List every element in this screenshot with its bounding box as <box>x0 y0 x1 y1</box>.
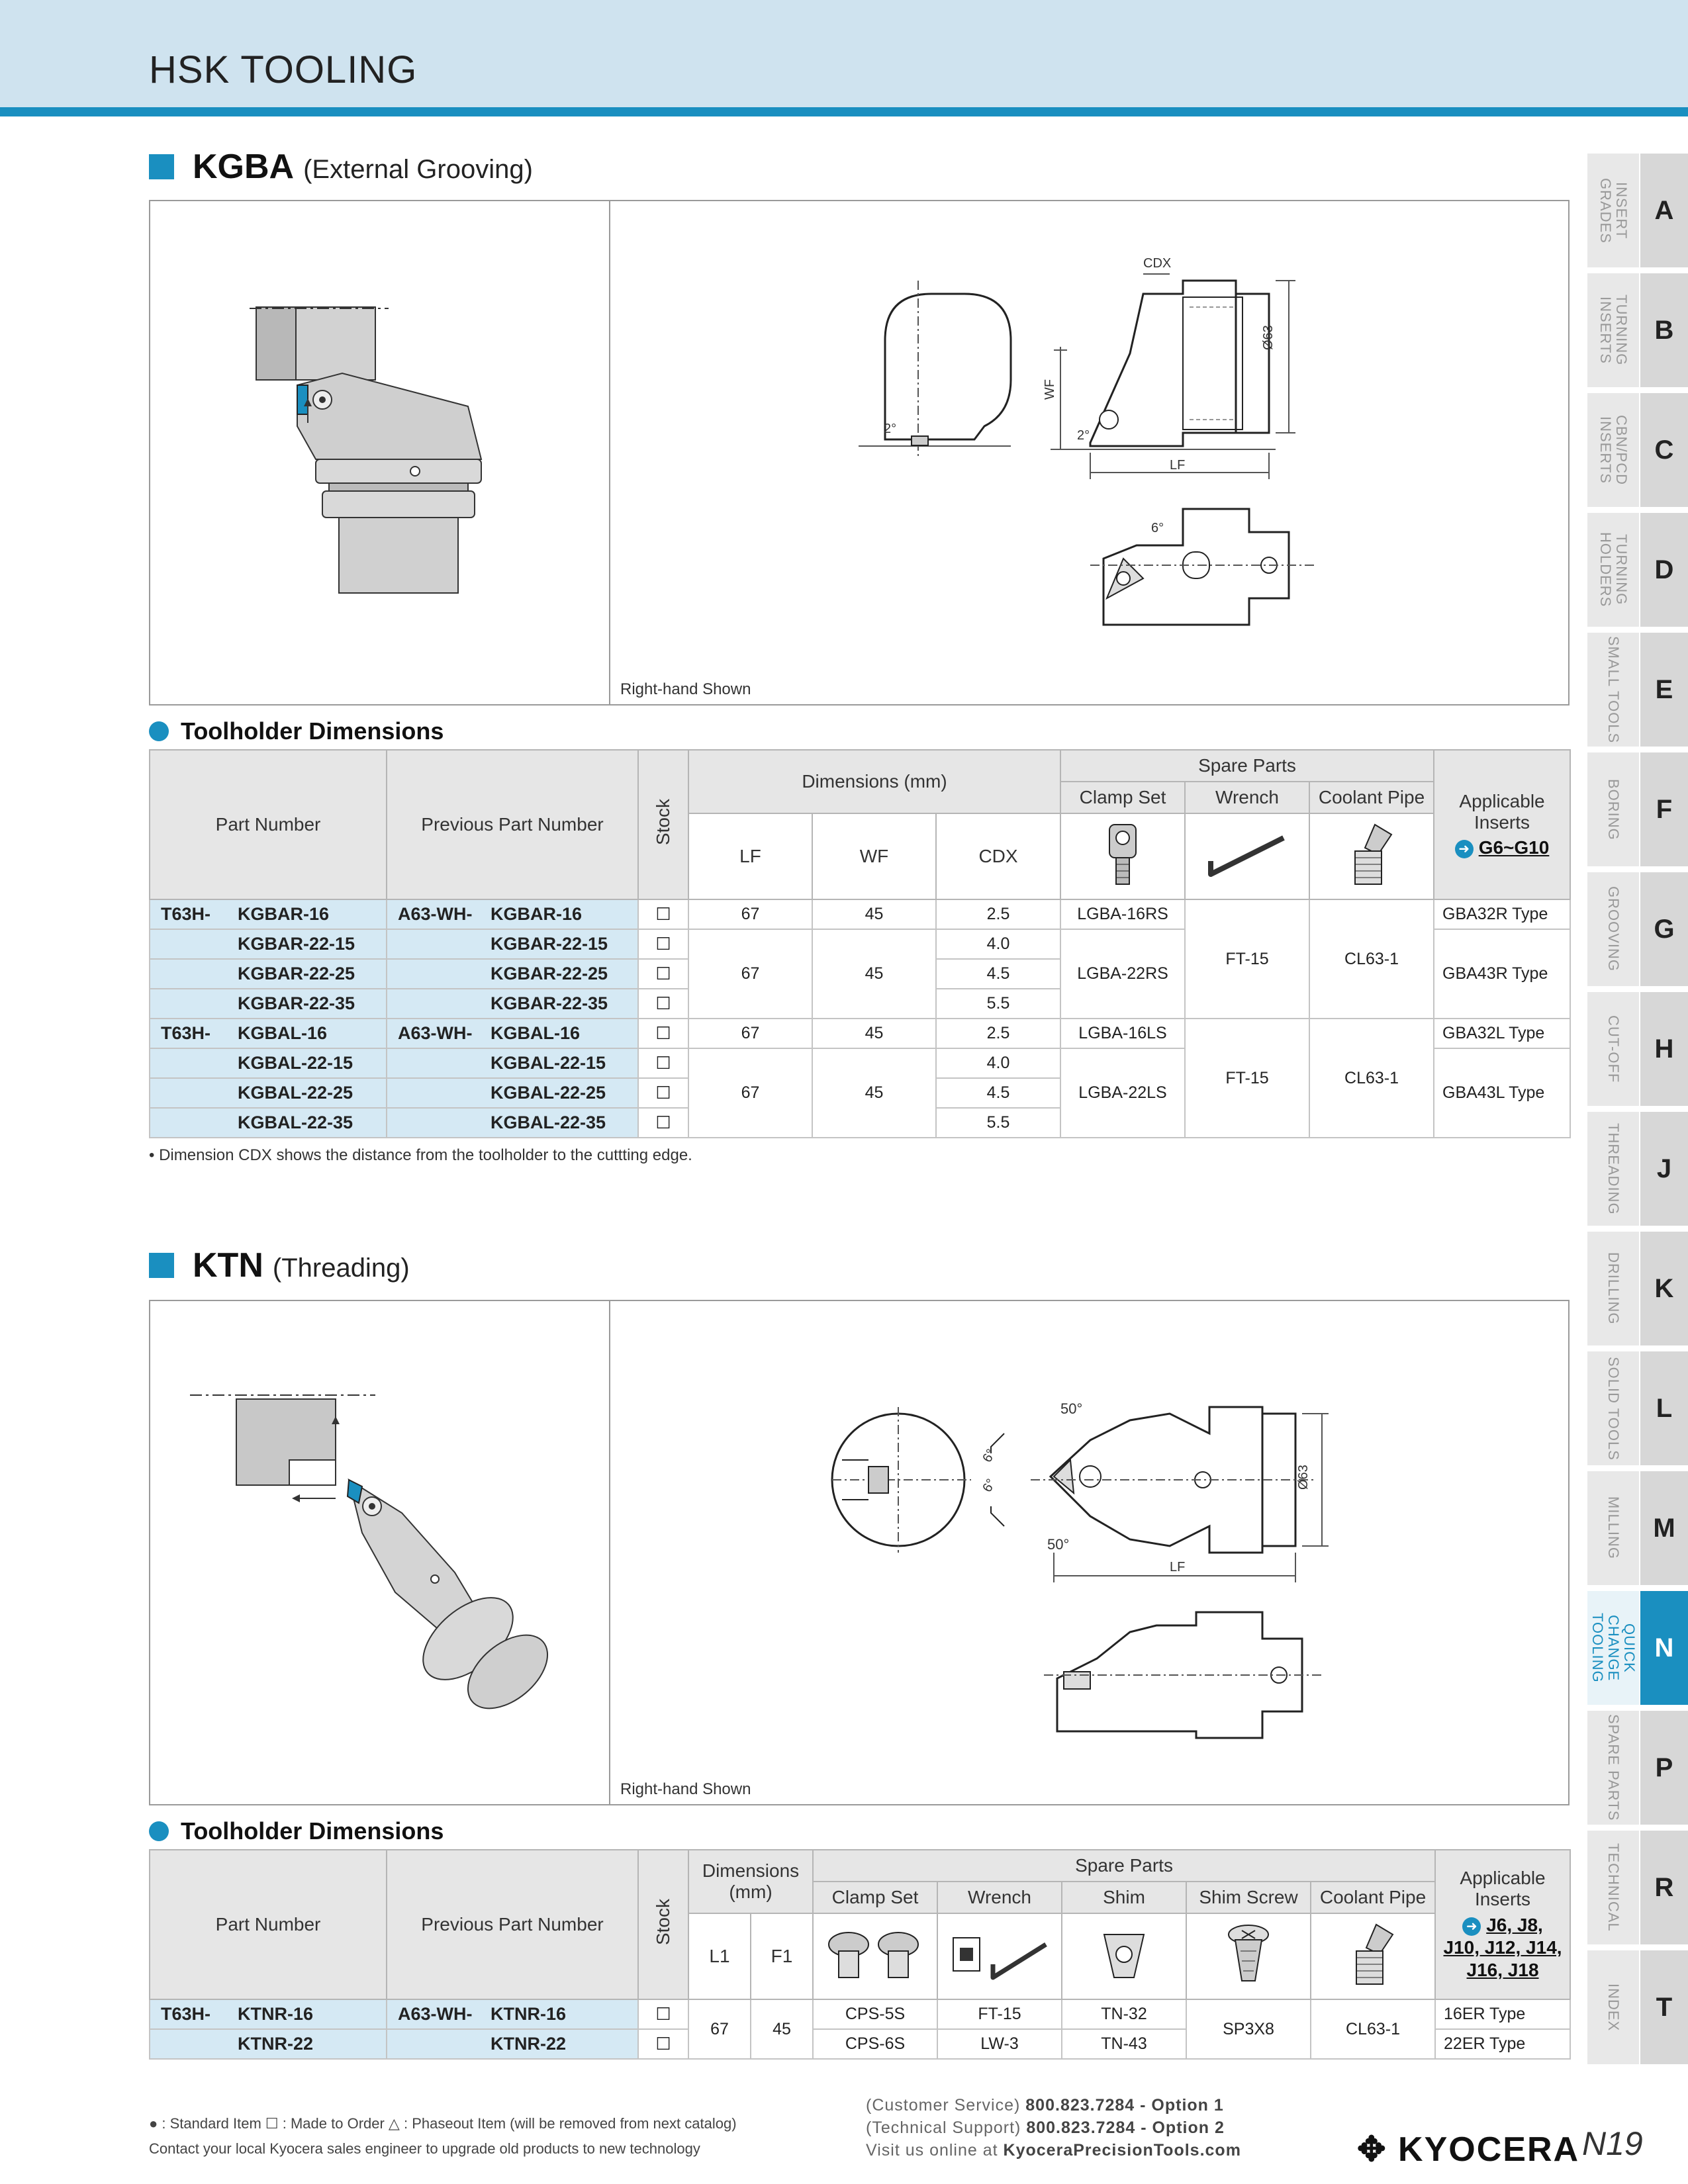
tab-d[interactable] <box>1587 513 1688 627</box>
tab-label: CUT-OFF <box>1587 992 1639 1106</box>
ktn-section-heading <box>149 1246 410 1285</box>
kgba-product-image <box>256 307 534 598</box>
tab-label: SPARE PARTS <box>1587 1711 1639 1825</box>
table-row: KTNR-22 KTNR-22 ☐ CPS-6S LW-3 TN-43 22ER Type <box>150 2029 1570 2059</box>
angle-label: 2° <box>884 422 897 436</box>
tab-label: CBN/PCD INSERTS <box>1587 393 1639 507</box>
angle-label: 6° <box>1151 521 1164 535</box>
tab-letter: L <box>1640 1351 1688 1465</box>
section-marker-icon <box>149 154 174 179</box>
table-row: KGBAL-22-35 KGBAL-22-35 ☐ 5.5 <box>150 1108 1570 1138</box>
col-header-shim: Shim <box>1062 1882 1186 1913</box>
ktn-product-image <box>177 1387 587 1705</box>
col-header-applicable-inserts: Applicable Inserts ➜ G6~G10 <box>1434 750 1570 899</box>
kgba-figure-box <box>149 200 1570 705</box>
tab-letter: M <box>1640 1471 1688 1585</box>
lf-label: LF <box>1170 458 1186 473</box>
tab-letter: D <box>1640 513 1688 627</box>
section-marker-icon <box>149 1253 174 1278</box>
tab-e[interactable] <box>1587 633 1688 747</box>
tab-label: DRILLING <box>1587 1232 1639 1345</box>
col-header-coolant-pipe: Coolant Pipe <box>1309 782 1434 813</box>
section-code: KGBA <box>193 148 295 186</box>
stock-legend: ● : Standard Item ☐ : Made to Order △ : Phaseout Item (will be removed from next catalog) <box>149 2115 737 2132</box>
lf-label: LF <box>1170 1560 1186 1574</box>
col-header-part-number: Part Number <box>150 750 387 899</box>
tab-letter: E <box>1640 633 1688 747</box>
col-header-shim-screw: Shim Screw <box>1186 1882 1311 1913</box>
shim-icon <box>1062 1913 1186 1999</box>
col-header-dimensions: Dimensions (mm) <box>688 1850 813 1913</box>
tab-a[interactable] <box>1587 154 1688 267</box>
technical-support-phone[interactable]: 800.823.7284 - Option 2 <box>1026 2118 1225 2137</box>
kgba-section-heading <box>149 147 533 187</box>
tab-n[interactable] <box>1587 1591 1688 1705</box>
tab-label: TECHNICAL <box>1587 1831 1639 1944</box>
wf-label: WF <box>1043 379 1057 400</box>
section-code: KTN <box>193 1246 263 1285</box>
tab-g[interactable] <box>1587 872 1688 986</box>
col-header-clamp-set: Clamp Set <box>1060 782 1185 813</box>
col-header-applicable-inserts: Applicable Inserts ➜ J6, J8, J10, J12, J14, J16, J18 <box>1435 1850 1570 1999</box>
tab-m[interactable] <box>1587 1471 1688 1585</box>
tab-letter: A <box>1640 154 1688 267</box>
tab-label: TURNING INSERTS <box>1587 273 1639 387</box>
inserts-link[interactable]: J6, J8, J10, J12, J14, J16, J18 <box>1443 1915 1562 1980</box>
ktn-dimensions-table <box>149 1849 1571 2060</box>
col-header-f1: F1 <box>751 1913 813 1999</box>
tab-label: INDEX <box>1587 1950 1639 2064</box>
tab-label: QUICK CHANGE TOOLING <box>1587 1591 1639 1705</box>
tab-letter: F <box>1640 752 1688 866</box>
table-row: KGBAL-22-15 KGBAL-22-15 ☐ 67 45 4.0 LGBA-22LS GBA43L Type <box>150 1048 1570 1078</box>
page-title: HSK TOOLING <box>149 48 418 91</box>
col-header-stock: Stock <box>638 750 688 899</box>
col-header-previous-part-number: Previous Part Number <box>387 1850 638 1999</box>
wrench-icon <box>937 1913 1062 1999</box>
tab-j[interactable] <box>1587 1112 1688 1226</box>
tab-label: BORING <box>1587 752 1639 866</box>
section-description: (External Grooving) <box>303 155 533 184</box>
tab-label: SOLID TOOLS <box>1587 1351 1639 1465</box>
col-header-wrench: Wrench <box>937 1882 1062 1913</box>
kgba-dimensions-table <box>149 749 1571 1138</box>
coolant-pipe-icon <box>1309 813 1434 899</box>
inserts-link[interactable]: G6~G10 <box>1478 837 1550 858</box>
tab-r[interactable] <box>1587 1831 1688 1944</box>
bullet-icon <box>149 1821 169 1841</box>
angle-label: 50° <box>1060 1400 1083 1417</box>
tab-letter: B <box>1640 273 1688 387</box>
diameter-label: Ø63 <box>1296 1465 1311 1490</box>
tab-letter: J <box>1640 1112 1688 1226</box>
col-header-previous-part-number: Previous Part Number <box>387 750 638 899</box>
col-header-coolant-pipe: Coolant Pipe <box>1311 1882 1435 1913</box>
wrench-icon <box>1185 813 1309 899</box>
coolant-pipe-icon <box>1311 1913 1435 1999</box>
tab-letter: H <box>1640 992 1688 1106</box>
col-header-cdx: CDX <box>936 813 1060 899</box>
contact-note: Contact your local Kyocera sales engineer to upgrade old products to new technology <box>149 2140 700 2157</box>
tab-label: THREADING <box>1587 1112 1639 1226</box>
col-header-wf: WF <box>812 813 936 899</box>
kgba-toolholder-dimensions-heading: Toolholder Dimensions <box>149 717 444 745</box>
cdx-label: CDX <box>1143 256 1172 271</box>
col-header-clamp-set: Clamp Set <box>813 1882 937 1913</box>
clamp-set-icon <box>813 1913 937 1999</box>
tab-letter: P <box>1640 1711 1688 1825</box>
angle-label: 6° <box>980 1446 999 1465</box>
col-header-dimensions: Dimensions (mm) <box>688 750 1060 813</box>
tab-label: TURNING HOLDERS <box>1587 513 1639 627</box>
col-header-lf: LF <box>688 813 812 899</box>
table-row: KGBAR-22-15 KGBAR-22-15 ☐ 67 45 4.0 LGBA-22RS GBA43R Type <box>150 929 1570 959</box>
table-row: KGBAL-22-25 KGBAL-22-25 ☐ 4.5 <box>150 1078 1570 1108</box>
arrow-right-icon: ➜ <box>1455 840 1474 858</box>
tab-label: INSERT GRADES <box>1587 154 1639 267</box>
angle-label: 2° <box>1077 428 1090 443</box>
bullet-icon <box>149 721 169 741</box>
tab-label: GROOVING <box>1587 872 1639 986</box>
clamp-set-icon <box>1060 813 1185 899</box>
ktn-technical-drawing <box>812 1367 1487 1791</box>
tab-label: MILLING <box>1587 1471 1639 1585</box>
col-header-l1: L1 <box>688 1913 751 1999</box>
page-number: N19 <box>1582 2125 1643 2162</box>
cdx-footnote: • Dimension CDX shows the distance from the toolholder to the cuttting edge. <box>149 1146 692 1164</box>
tab-letter: K <box>1640 1232 1688 1345</box>
figure-caption: Right-hand Shown <box>620 1780 751 1798</box>
tab-label: SMALL TOOLS <box>1587 633 1639 747</box>
table-row: T63H- KGBAL-16 A63-WH- KGBAL-16 ☐ 67 45 2.5 LGBA-16LS FT-15 CL63-1 GBA32L Type <box>150 1019 1570 1048</box>
shim-screw-icon <box>1186 1913 1311 1999</box>
col-header-spare-parts: Spare Parts <box>1060 750 1434 782</box>
tab-l[interactable] <box>1587 1351 1688 1465</box>
col-header-part-number: Part Number <box>150 1850 387 1999</box>
tab-letter: T <box>1640 1950 1688 2064</box>
tab-f[interactable] <box>1587 752 1688 866</box>
tab-c[interactable] <box>1587 393 1688 507</box>
col-header-wrench: Wrench <box>1185 782 1309 813</box>
ktn-toolholder-dimensions-heading: Toolholder Dimensions <box>149 1817 444 1845</box>
kyocera-logo: ✥ KYOCERA <box>1357 2130 1580 2169</box>
angle-label: 50° <box>1047 1536 1070 1553</box>
table-row: T63H- KTNR-16 A63-WH- KTNR-16 ☐ 67 45 CPS-5S FT-15 TN-32 SP3X8 CL63-1 16ER Type <box>150 1999 1570 2029</box>
col-header-stock: Stock <box>638 1850 688 1999</box>
tab-letter: C <box>1640 393 1688 507</box>
tab-letter: N <box>1640 1591 1688 1705</box>
tab-t[interactable] <box>1587 1950 1688 2064</box>
tab-letter: R <box>1640 1831 1688 1944</box>
tab-p[interactable] <box>1587 1711 1688 1825</box>
col-header-spare-parts: Spare Parts <box>813 1850 1435 1882</box>
figure-caption: Right-hand Shown <box>620 680 751 698</box>
tab-k[interactable] <box>1587 1232 1688 1345</box>
ktn-figure-box <box>149 1300 1570 1805</box>
kgba-technical-drawing <box>812 256 1487 691</box>
arrow-right-icon: ➜ <box>1462 1917 1481 1936</box>
tab-b[interactable] <box>1587 273 1688 387</box>
tab-letter: G <box>1640 872 1688 986</box>
tab-h[interactable] <box>1587 992 1688 1106</box>
section-description: (Threading) <box>272 1253 410 1283</box>
angle-label: 6° <box>980 1476 999 1495</box>
website-link[interactable]: KyoceraPrecisionTools.com <box>1003 2141 1241 2160</box>
table-row: KGBAR-22-35 KGBAR-22-35 ☐ 5.5 <box>150 989 1570 1019</box>
table-row: KGBAR-22-25 KGBAR-22-25 ☐ 4.5 <box>150 959 1570 989</box>
diameter-label: Ø63 <box>1261 325 1276 350</box>
contact-block: (Customer Service) 800.823.7284 - Option 1 (Technical Support) 800.823.7284 - Option 2 Visit us online at KyoceraPrecisionTools.com <box>866 2096 1241 2160</box>
customer-service-phone[interactable]: 800.823.7284 - Option 1 <box>1025 2096 1224 2115</box>
table-row: T63H- KGBAR-16 A63-WH- KGBAR-16 ☐ 67 45 2.5 LGBA-16RS FT-15 CL63-1 GBA32R Type <box>150 899 1570 929</box>
header-rule <box>0 107 1688 116</box>
